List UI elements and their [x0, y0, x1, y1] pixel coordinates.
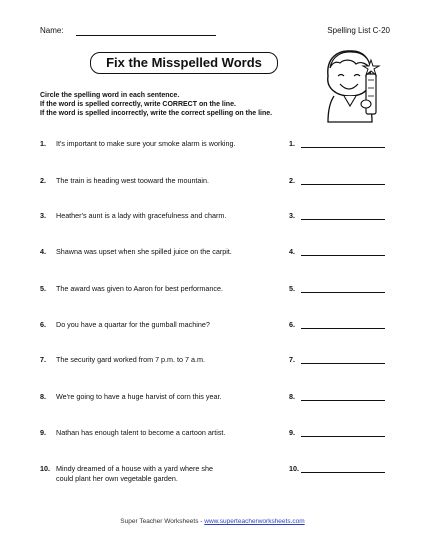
answer-number: 6.: [289, 320, 295, 329]
answer-number: 5.: [289, 284, 295, 293]
answer-line[interactable]: [301, 184, 385, 185]
question-number: 6.: [40, 320, 46, 329]
question-sentence: Do you have a quartar for the gumball machine?: [56, 320, 210, 329]
answer-line[interactable]: [301, 363, 385, 364]
question-sentence: Heather's aunt is a lady with gracefulness and charm.: [56, 211, 227, 220]
answer-number: 8.: [289, 392, 295, 401]
answer-line[interactable]: [301, 400, 385, 401]
question-number: 4.: [40, 247, 46, 256]
question-sentence-line: could plant her own vegetable garden.: [56, 474, 178, 483]
instruction-line: Circle the spelling word in each sentence.: [40, 92, 180, 99]
answer-line[interactable]: [301, 255, 385, 256]
question-number: 7.: [40, 355, 46, 364]
answer-line[interactable]: [301, 147, 385, 148]
question-sentence: It's important to make sure your smoke alarm is working.: [56, 139, 236, 148]
question-sentence-line: Mindy dreamed of a house with a yard where she: [56, 464, 214, 473]
question-sentence: The award was given to Aaron for best performance.: [56, 284, 223, 293]
question-sentence: The train is heading west tooward the mountain.: [56, 176, 210, 185]
question-sentence: Nathan has enough talent to become a cartoon artist.: [56, 428, 226, 437]
question-sentence: [56, 464, 286, 484]
answer-number: 4.: [289, 247, 295, 256]
answer-number: 7.: [289, 355, 295, 364]
answer-number: 10.: [289, 464, 299, 473]
answer-line[interactable]: [301, 328, 385, 329]
name-line: [76, 35, 216, 36]
answer-line[interactable]: [301, 436, 385, 437]
name-label: Name:: [40, 26, 64, 35]
answer-number: 9.: [289, 428, 295, 437]
answer-line[interactable]: [301, 472, 385, 473]
footer-separator: -: [198, 518, 205, 525]
answer-number: 2.: [289, 176, 295, 185]
footer-url-link[interactable]: www.superteacherworksheets.com: [204, 518, 305, 525]
spelling-list-label: Spelling List C-20: [327, 26, 390, 35]
instructions: [40, 91, 272, 118]
question-number: 3.: [40, 211, 46, 220]
question-sentence: The security gard worked from 7 p.m. to 7 a.m.: [56, 355, 205, 364]
answer-line[interactable]: [301, 292, 385, 293]
instruction-line: If the word is spelled correctly, write CORRECT on the line.: [40, 101, 236, 108]
worksheet-title: Fix the Misspelled Words: [90, 52, 278, 74]
mascot-illustration: [320, 46, 386, 124]
answer-number: 1.: [289, 139, 295, 148]
footer-site-name: Super Teacher Worksheets: [120, 518, 199, 525]
answer-number: 3.: [289, 211, 295, 220]
question-number: 8.: [40, 392, 46, 401]
answer-line[interactable]: [301, 219, 385, 220]
question-number: 1.: [40, 139, 46, 148]
instruction-line: If the word is spelled incorrectly, write the correct spelling on the line.: [40, 110, 273, 117]
worksheet-header: [40, 26, 390, 40]
question-number: 10.: [40, 464, 50, 473]
question-number: 2.: [40, 176, 46, 185]
question-number: 9.: [40, 428, 46, 437]
question-number: 5.: [40, 284, 46, 293]
question-sentence: Shawna was upset when she spilled juice on the carpit.: [56, 247, 232, 256]
footer: [0, 518, 425, 525]
question-sentence: We're going to have a huge harvist of corn this year.: [56, 392, 222, 401]
